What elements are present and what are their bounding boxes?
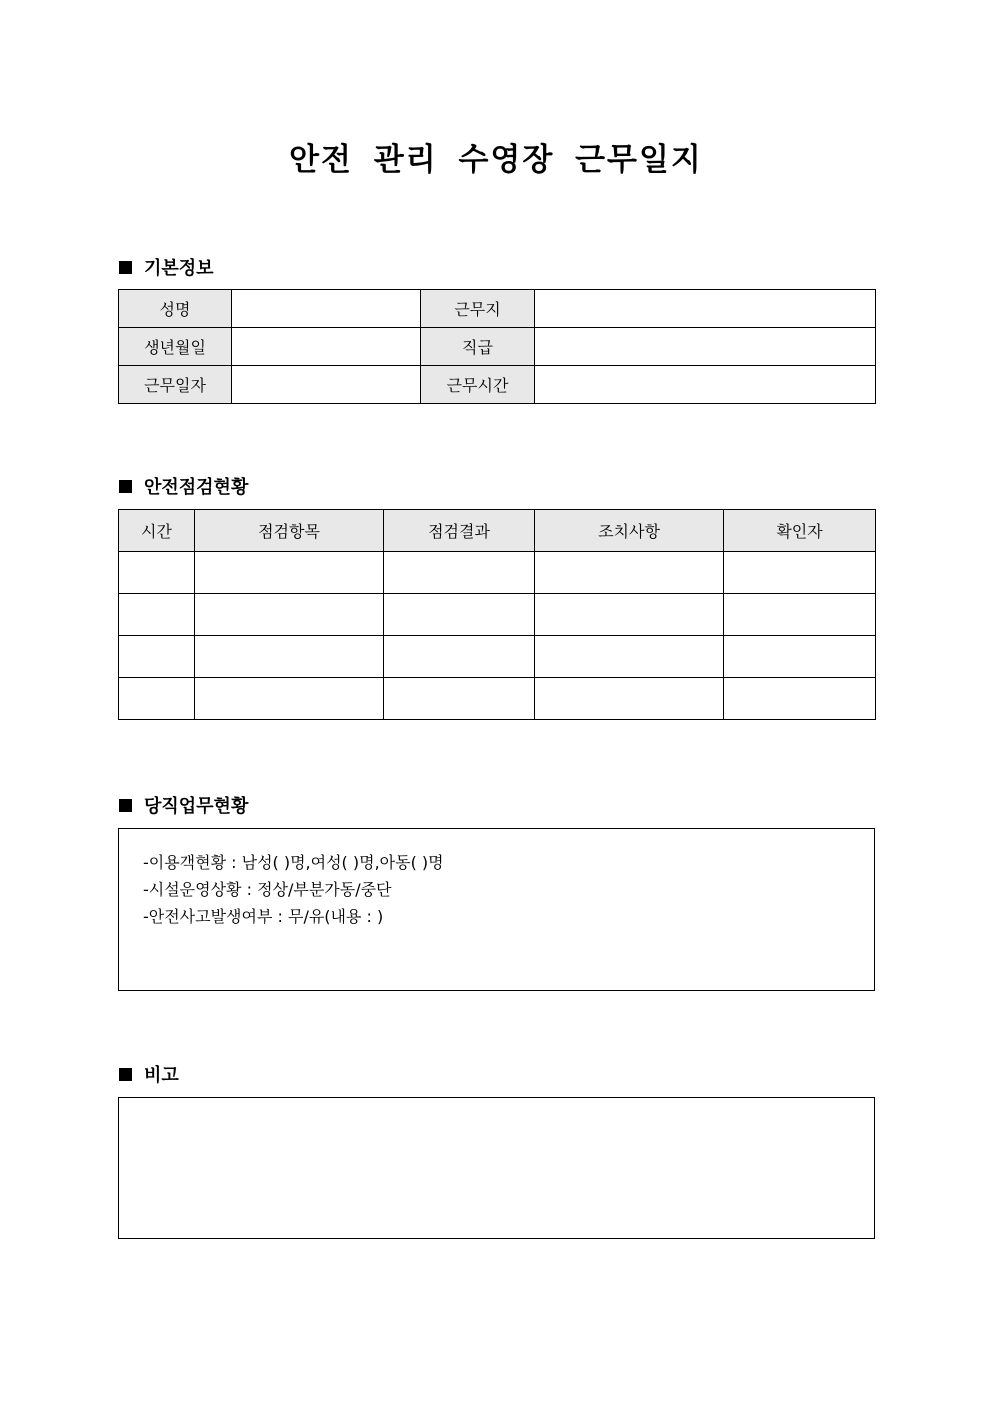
section-heading-remarks [119, 1061, 179, 1087]
table-row [119, 328, 876, 366]
section-heading-label: 당직업무현황 [144, 796, 249, 817]
table-cell[interactable] [535, 594, 724, 636]
table-cell[interactable] [535, 636, 724, 678]
accident-status-line: -안전사고발생여부 : 무/유(내용 : ) [143, 907, 384, 926]
table-cell[interactable] [195, 636, 384, 678]
work-date-label: 근무일자 [119, 366, 232, 404]
position-field[interactable] [535, 328, 876, 366]
section-heading-duty-status [119, 792, 248, 818]
table-cell[interactable] [119, 636, 195, 678]
table-header-row [119, 510, 876, 552]
table-cell[interactable] [724, 636, 876, 678]
facility-status-line: -시설운영상황 : 정상/부분가동/중단 [143, 880, 392, 899]
table-cell[interactable] [724, 678, 876, 720]
table-cell[interactable] [535, 678, 724, 720]
table-cell[interactable] [724, 594, 876, 636]
section-heading-label: 기본정보 [144, 258, 214, 279]
table-cell[interactable] [535, 552, 724, 594]
work-hours-label: 근무시간 [421, 366, 535, 404]
document-title: 안전 관리 수영장 근무일지 [289, 142, 703, 178]
table-cell[interactable] [195, 678, 384, 720]
birthdate-label: 생년월일 [119, 328, 232, 366]
column-header-check-result: 점검결과 [384, 510, 535, 552]
table-row [119, 678, 876, 720]
square-bullet-icon [119, 261, 132, 274]
column-header-action: 조치사항 [535, 510, 724, 552]
column-header-check-item: 점검항목 [195, 510, 384, 552]
duty-status-box[interactable] [118, 828, 875, 991]
table-row [119, 636, 876, 678]
table-cell[interactable] [384, 594, 535, 636]
table-cell[interactable] [384, 552, 535, 594]
table-cell[interactable] [119, 552, 195, 594]
square-bullet-icon [119, 1068, 132, 1081]
safety-check-table [118, 509, 876, 720]
square-bullet-icon [119, 480, 132, 493]
duty-status-lines [143, 849, 444, 930]
table-cell[interactable] [195, 594, 384, 636]
name-label: 성명 [119, 290, 232, 328]
workplace-field[interactable] [535, 290, 876, 328]
table-cell[interactable] [195, 552, 384, 594]
table-row [119, 290, 876, 328]
section-heading-label: 안전점검현황 [144, 477, 249, 498]
column-header-confirmer: 확인자 [724, 510, 876, 552]
name-field[interactable] [232, 290, 421, 328]
square-bullet-icon [119, 799, 132, 812]
section-heading-safety-check [119, 473, 248, 499]
position-label: 직급 [421, 328, 535, 366]
table-row [119, 552, 876, 594]
table-row [119, 594, 876, 636]
table-cell[interactable] [724, 552, 876, 594]
column-header-time: 시간 [119, 510, 195, 552]
basic-info-table [118, 289, 876, 404]
table-cell[interactable] [119, 594, 195, 636]
table-cell[interactable] [384, 636, 535, 678]
table-row [119, 366, 876, 404]
section-heading-label: 비고 [144, 1065, 179, 1086]
remarks-box[interactable] [118, 1097, 875, 1239]
table-cell[interactable] [119, 678, 195, 720]
section-heading-basic-info [119, 254, 214, 280]
visitor-status-line: -이용객현황 : 남성( )명,여성( )명,아동( )명 [143, 853, 444, 872]
workplace-label: 근무지 [421, 290, 535, 328]
work-date-field[interactable] [232, 366, 421, 404]
work-hours-field[interactable] [535, 366, 876, 404]
birthdate-field[interactable] [232, 328, 421, 366]
table-cell[interactable] [384, 678, 535, 720]
